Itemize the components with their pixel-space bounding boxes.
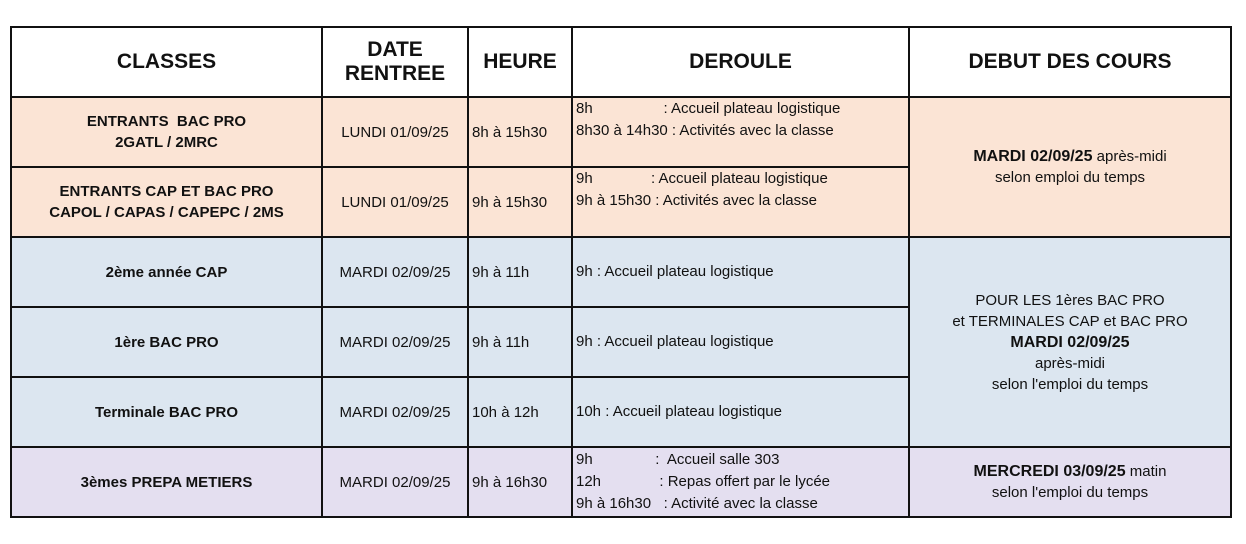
class-cell: 2ème année CAP bbox=[11, 237, 322, 307]
debut-note: selon l'emploi du temps bbox=[991, 484, 1149, 501]
debut-period: après-midi bbox=[1092, 148, 1167, 165]
class-cell: 1ère BAC PRO bbox=[11, 307, 322, 377]
class-name: ENTRANTS CAP ET BAC PRO bbox=[59, 183, 274, 200]
debut-period: après-midi bbox=[1034, 354, 1106, 372]
date-cell: MARDI 02/09/25 bbox=[322, 377, 468, 447]
deroule-line: 9h à 16h30 : Activité avec la classe bbox=[576, 495, 818, 512]
deroule-cell bbox=[572, 237, 909, 307]
header-date-line2: RENTREE bbox=[344, 62, 446, 85]
header-date-line1: DATE bbox=[367, 38, 423, 61]
date-cell: LUNDI 01/09/25 bbox=[322, 167, 468, 237]
header-debut: DEBUT DES COURS bbox=[909, 27, 1231, 97]
header-date bbox=[322, 27, 468, 97]
debut-date: MARDI 02/09/25 bbox=[973, 148, 1093, 165]
debut-period: matin bbox=[1125, 463, 1167, 480]
deroule-line: 12h : Repas offert par le lycée bbox=[576, 473, 831, 490]
heure-cell: 9h à 15h30 bbox=[468, 167, 572, 237]
deroule-line: 9h : Accueil plateau logistique bbox=[576, 263, 774, 280]
class-cell: Terminale BAC PRO bbox=[11, 377, 322, 447]
deroule-cell bbox=[572, 307, 909, 377]
deroule-cell bbox=[572, 377, 909, 447]
debut-note: selon emploi du temps bbox=[994, 169, 1146, 186]
debut-note: selon l'emploi du temps bbox=[991, 375, 1149, 393]
date-cell: MARDI 02/09/25 bbox=[322, 447, 468, 517]
class-cell bbox=[11, 167, 322, 237]
class-codes: 2GATL / 2MRC bbox=[115, 134, 218, 151]
debut-cell-group1 bbox=[909, 97, 1231, 237]
deroule-line: 9h : Accueil plateau logistique bbox=[576, 170, 828, 187]
table-row bbox=[11, 237, 1231, 307]
table-row bbox=[11, 447, 1231, 517]
deroule-line: 10h : Accueil plateau logistique bbox=[576, 403, 782, 420]
deroule-cell bbox=[572, 447, 909, 517]
heure-cell: 10h à 12h bbox=[468, 377, 572, 447]
header-deroule: DEROULE bbox=[572, 27, 909, 97]
debut-note: POUR LES 1ères BAC PRO bbox=[975, 291, 1165, 309]
schedule-table bbox=[10, 26, 1232, 518]
date-cell: MARDI 02/09/25 bbox=[322, 237, 468, 307]
deroule-cell bbox=[572, 97, 909, 167]
debut-note: et TERMINALES CAP et BAC PRO bbox=[952, 312, 1188, 330]
debut-date: MARDI 02/09/25 bbox=[1010, 333, 1130, 351]
deroule-line: 9h : Accueil salle 303 bbox=[576, 451, 780, 468]
date-cell: MARDI 02/09/25 bbox=[322, 307, 468, 377]
class-cell bbox=[11, 97, 322, 167]
debut-cell-group2 bbox=[909, 237, 1231, 447]
deroule-line: 8h30 à 14h30 : Activités avec la classe bbox=[576, 122, 834, 139]
class-codes: CAPOL / CAPAS / CAPEPC / 2MS bbox=[49, 204, 284, 221]
header-heure: HEURE bbox=[468, 27, 572, 97]
class-cell: 3èmes PREPA METIERS bbox=[11, 447, 322, 517]
table-row bbox=[11, 97, 1231, 167]
heure-cell: 8h à 15h30 bbox=[468, 97, 572, 167]
deroule-line: 9h à 15h30 : Activités avec la classe bbox=[576, 192, 817, 209]
deroule-line: 8h : Accueil plateau logistique bbox=[576, 100, 841, 117]
header-row bbox=[11, 27, 1231, 97]
header-classes: CLASSES bbox=[11, 27, 322, 97]
deroule-cell bbox=[572, 167, 909, 237]
heure-cell: 9h à 11h bbox=[468, 237, 572, 307]
date-cell: LUNDI 01/09/25 bbox=[322, 97, 468, 167]
deroule-line: 9h : Accueil plateau logistique bbox=[576, 333, 774, 350]
heure-cell: 9h à 16h30 bbox=[468, 447, 572, 517]
heure-cell: 9h à 11h bbox=[468, 307, 572, 377]
debut-date: MERCREDI 03/09/25 bbox=[973, 463, 1126, 480]
class-name: ENTRANTS BAC PRO bbox=[86, 113, 247, 130]
debut-cell-group3 bbox=[909, 447, 1231, 517]
